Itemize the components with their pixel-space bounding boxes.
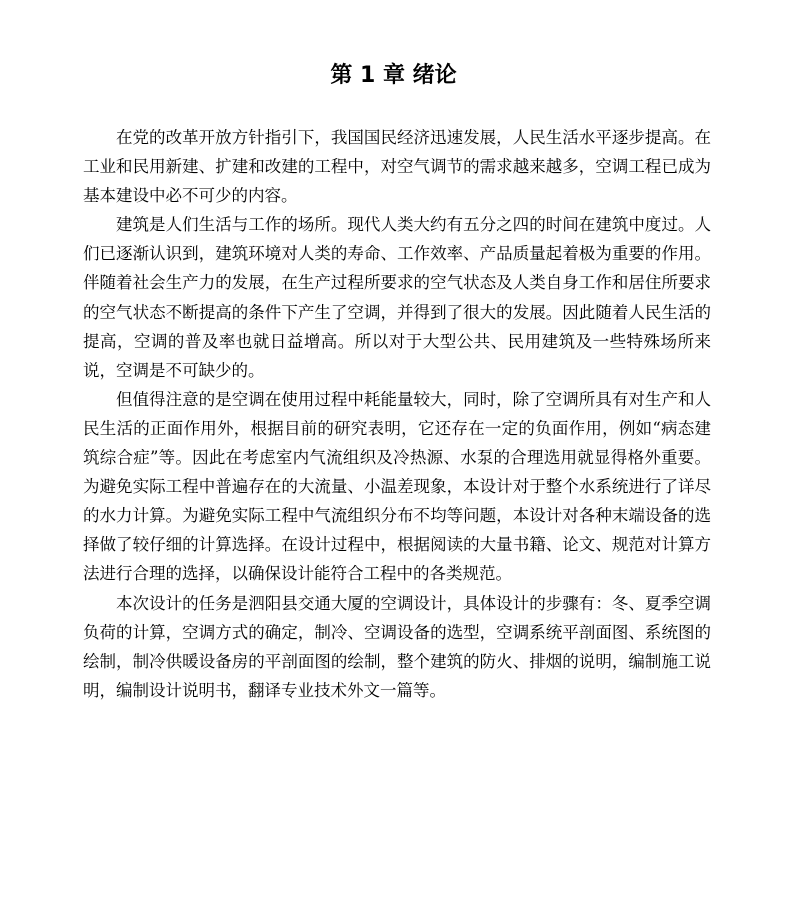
- chapter-title: 第 1 章 绪论: [330, 63, 457, 88]
- paragraph-3: 但值得注意的是空调在使用过程中耗能量较大，同时，除了空调所具有对生产和人民生活的正面作用外，根据目前的研究表明，它还存在一定的负面作用，例如“病态建筑综合症”等。因此在考虑室内气流组织及冷热源、水泵的合理选用就显得格外重要。为避免实际工程中普遍存在的大流量、小温差现象，本设计对于整个水系统进行了详尽的水力计算。为避免实际工程中气流组织分布不均等问题，本设计对各种末端设备的选择做了较仔细的计算选择。在设计过程中，根据阅读的大量书籍、论文、规范对计算方法进行合理的选择，以确保设计能符合工程中的各类规范。: [83, 389, 711, 584]
- chapter-body: [83, 123, 711, 705]
- paragraph-4: 本次设计的任务是泗阳县交通大厦的空调设计，具体设计的步骤有：冬、夏季空调负荷的计算，空调方式的确定，制冷、空调设备的选型，空调系统平剖面图、系统图的绘制，制冷供暖设备房的平剖面图的绘制，整个建筑的防火、排烟的说明，编制施工说明，编制设计说明书，翻译专业技术外文一篇等。: [83, 593, 711, 700]
- paragraph-2: 建筑是人们生活与工作的场所。现代人类大约有五分之四的时间在建筑中度过。人们已逐渐认识到，建筑环境对人类的寿命、工作效率、产品质量起着极为重要的作用。伴随着社会生产力的发展，在生产过程所要求的空气状态及人类自身工作和居住所要求的空气状态不断提高的条件下产生了空调，并得到了很大的发展。因此随着人民生活的提高，空调的普及率也就日益增高。所以对于大型公共、民用建筑及一些特殊场所来说，空调是不可缺少的。: [83, 215, 711, 380]
- paragraph-1: 在党的改革开放方针指引下，我国国民经济迅速发展，人民生活水平逐步提高。在工业和民用新建、扩建和改建的工程中，对空气调节的需求越来越多，空调工程已成为基本建设中必不可少的内容。: [83, 128, 711, 206]
